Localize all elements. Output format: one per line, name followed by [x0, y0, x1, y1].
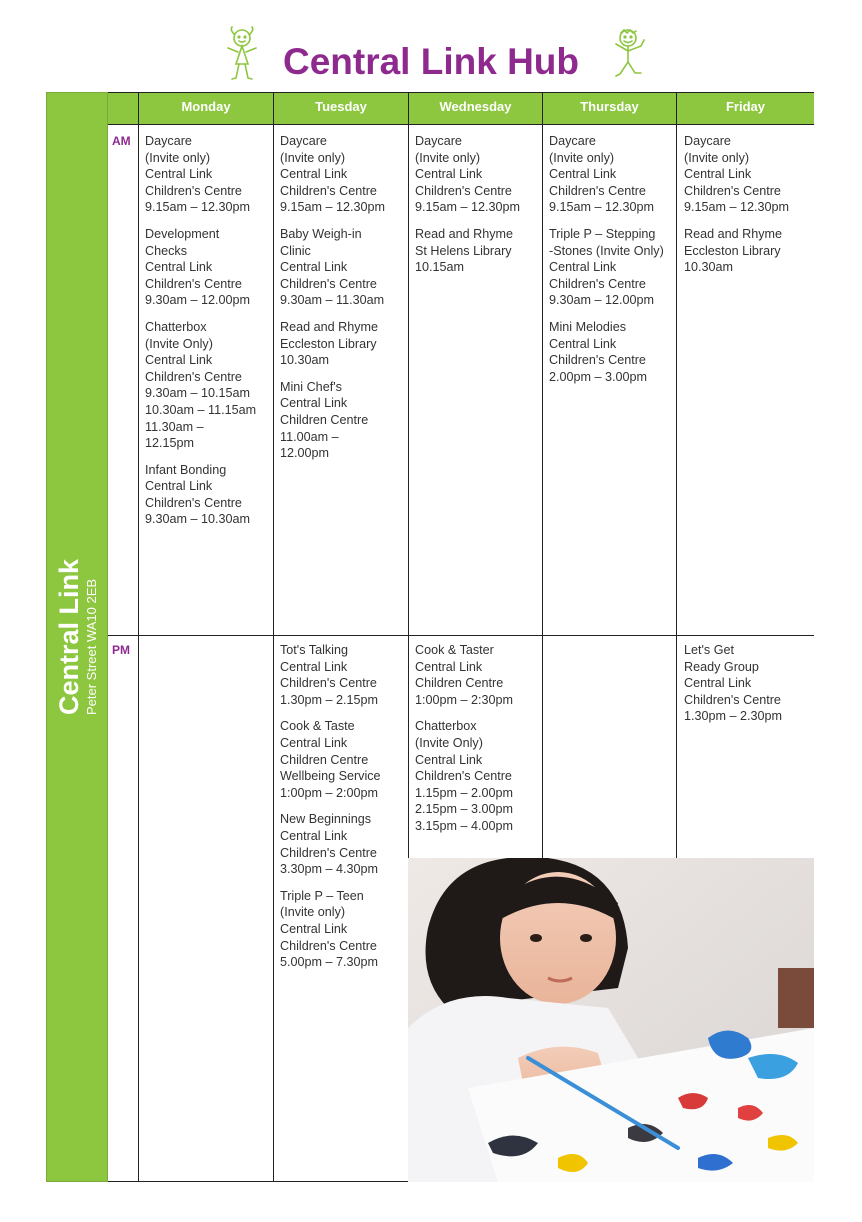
activity-entry: [415, 226, 540, 276]
activity-line: Children's Centre: [145, 276, 242, 291]
activity-line: Central Link: [549, 336, 617, 351]
activity-line: (Invite only): [280, 905, 346, 920]
activity-line: Children's Centre: [280, 845, 377, 860]
activity-line: 10.30am: [280, 353, 330, 368]
activity-line: Children's Centre: [415, 769, 512, 784]
activity-line: Children's Centre: [145, 183, 242, 198]
activity-entry: [280, 133, 406, 216]
activity-entry: [280, 642, 406, 708]
activity-line: (Invite only): [415, 150, 481, 165]
activity-line: Children Centre: [280, 412, 369, 427]
activity-entry: [280, 888, 406, 971]
activity-line: Eccleston Library: [684, 243, 781, 258]
activity-line: 12.15pm: [145, 436, 195, 451]
activity-line: 9.30am – 11.30am: [280, 293, 385, 308]
activity-line: Children's Centre: [280, 276, 377, 291]
location-sidebar: [46, 92, 108, 1182]
activity-entry: [280, 319, 406, 369]
activity-line: 9.30am – 10.15am: [145, 386, 251, 401]
activity-line: Read and Rhyme: [684, 226, 783, 241]
activity-line: Central Link: [549, 260, 617, 275]
activity-line: Daycare: [280, 134, 327, 148]
activity-line: Children Centre: [280, 752, 369, 767]
cell-am-thursday: [549, 133, 675, 395]
activity-line: Central Link: [415, 752, 483, 767]
activity-line: Central Link: [280, 828, 348, 843]
cell-pm-wednesday: [415, 642, 540, 845]
title-row: [0, 20, 862, 92]
activity-line: New Beginnings: [280, 812, 372, 827]
day-header-thursday: Thursday: [543, 92, 676, 124]
activity-line: 9.15am – 12.30pm: [280, 200, 386, 215]
activity-line: 9.15am – 12.30pm: [415, 200, 521, 215]
activity-entry: [145, 462, 271, 528]
grid-line: [273, 92, 274, 1182]
activity-line: Children's Centre: [415, 183, 512, 198]
activity-line: Central Link: [684, 167, 752, 182]
activity-entry: [145, 226, 271, 309]
activity-line: Wellbeing Service: [280, 769, 381, 784]
activity-entry: [280, 226, 406, 309]
activity-line: Checks: [145, 243, 187, 258]
activity-line: 9.15am – 12.30pm: [549, 200, 655, 215]
sidebar-text: [54, 559, 100, 715]
activity-line: Central Link: [280, 260, 348, 275]
activity-entry: [415, 718, 540, 834]
activity-line: Clinic: [280, 243, 311, 258]
activity-line: (Invite Only): [415, 735, 483, 750]
boy-figure-icon: [608, 26, 648, 82]
activity-line: Read and Rhyme: [415, 226, 514, 241]
grid-line: [108, 92, 814, 93]
activity-line: Children Centre: [415, 676, 504, 691]
activity-entry: [684, 642, 810, 725]
activity-line: 1.30pm – 2.15pm: [280, 692, 379, 707]
cell-pm-tuesday: [280, 642, 406, 981]
activity-line: -Stones (Invite Only): [549, 243, 664, 258]
activity-line: Infant Bonding: [145, 462, 227, 477]
activity-line: 9.30am – 12.00pm: [145, 293, 251, 308]
activity-line: Children's Centre: [280, 938, 377, 953]
grid-line: [108, 635, 814, 636]
activity-line: Central Link: [415, 167, 483, 182]
activity-line: (Invite Only): [145, 336, 213, 351]
activity-line: 10.30am: [684, 260, 734, 275]
activity-line: 11.00am –: [280, 429, 339, 444]
activity-line: Chatterbox: [145, 319, 207, 334]
activity-line: Read and Rhyme: [280, 319, 379, 334]
activity-line: Central Link: [280, 167, 348, 182]
day-header-tuesday: Tuesday: [274, 92, 408, 124]
activity-line: 1.30pm – 2.30pm: [684, 709, 783, 724]
cell-am-friday: [684, 133, 810, 286]
activity-entry: [549, 319, 675, 385]
period-label-pm: PM: [112, 643, 130, 657]
activity-line: Children's Centre: [549, 183, 646, 198]
cell-am-wednesday: [415, 133, 540, 286]
activity-line: Central Link: [145, 479, 213, 494]
child-painting-photo: [408, 858, 814, 1182]
activity-line: Central Link: [549, 167, 617, 182]
activity-line: 9.30am – 10.30am: [145, 512, 251, 527]
activity-entry: [684, 133, 810, 216]
activity-line: 12.00pm: [280, 446, 330, 461]
activity-line: Children's Centre: [280, 183, 377, 198]
activity-line: Mini Melodies: [549, 319, 626, 334]
activity-line: Children's Centre: [280, 676, 377, 691]
cell-am-tuesday: [280, 133, 406, 472]
activity-line: 2.15pm – 3.00pm: [415, 802, 514, 817]
activity-line: 9.30am – 12.00pm: [549, 293, 655, 308]
activity-line: Children's Centre: [145, 369, 242, 384]
activity-line: 1:00pm – 2:30pm: [415, 692, 514, 707]
activity-line: Ready Group: [684, 659, 759, 674]
activity-line: 9.15am – 12.30pm: [145, 200, 251, 215]
location-address: Peter Street WA10 2EB: [84, 578, 99, 716]
day-header-wednesday: Wednesday: [409, 92, 542, 124]
timetable-grid: [108, 92, 814, 1182]
location-name: Central Link: [54, 558, 84, 716]
activity-line: Children's Centre: [684, 692, 781, 707]
activity-line: Central Link: [145, 167, 213, 182]
activity-line: Children's Centre: [549, 353, 646, 368]
activity-line: Let's Get: [684, 643, 735, 657]
activity-line: Mini Chef's: [280, 379, 342, 394]
activity-line: 10.15am: [415, 260, 465, 275]
activity-line: Central Link: [145, 353, 213, 368]
activity-line: Baby Weigh-in: [280, 226, 362, 241]
activity-line: Central Link: [145, 260, 213, 275]
activity-line: Cook & Taster: [415, 643, 494, 657]
activity-line: (Invite only): [684, 150, 750, 165]
activity-line: (Invite only): [549, 150, 615, 165]
activity-entry: [280, 718, 406, 801]
cell-pm-friday: [684, 642, 810, 735]
grid-line: [138, 92, 139, 1182]
activity-line: Triple P – Stepping: [549, 226, 656, 241]
activity-line: (Invite only): [145, 150, 211, 165]
activity-entry: [549, 133, 675, 216]
activity-line: St Helens Library: [415, 243, 512, 258]
activity-line: 10.30am – 11.15am: [145, 402, 257, 417]
activity-line: Children's Centre: [549, 276, 646, 291]
activity-line: Chatterbox: [415, 719, 477, 734]
activity-line: Central Link: [280, 921, 348, 936]
activity-line: Cook & Taste: [280, 719, 355, 734]
activity-line: Central Link: [415, 659, 483, 674]
activity-line: 3.15pm – 4.00pm: [415, 818, 514, 833]
activity-line: Eccleston Library: [280, 336, 377, 351]
day-header-monday: Monday: [139, 92, 273, 124]
activity-entry: [145, 319, 271, 452]
activity-line: Daycare: [684, 134, 731, 148]
activity-line: Daycare: [549, 134, 596, 148]
activity-line: Central Link: [684, 676, 752, 691]
activity-line: 9.15am – 12.30pm: [684, 200, 790, 215]
activity-line: Children's Centre: [684, 183, 781, 198]
activity-entry: [684, 226, 810, 276]
activity-entry: [549, 226, 675, 309]
activity-line: Children's Centre: [145, 495, 242, 510]
activity-line: Development: [145, 226, 220, 241]
activity-line: 2.00pm – 3.00pm: [549, 369, 648, 384]
page-title: Central Link Hub: [282, 41, 580, 82]
header-corner: [108, 92, 138, 124]
activity-entry: [280, 811, 406, 877]
activity-line: Daycare: [415, 134, 462, 148]
activity-entry: [145, 133, 271, 216]
day-header-friday: Friday: [677, 92, 814, 124]
activity-entry: [415, 133, 540, 216]
activity-line: Central Link: [280, 396, 348, 411]
activity-entry: [280, 379, 406, 462]
activity-line: Central Link: [280, 735, 348, 750]
cell-am-monday: [145, 133, 271, 538]
activity-entry: [415, 642, 540, 708]
grid-line: [108, 124, 814, 125]
activity-line: 11.30am –: [145, 419, 204, 434]
activity-line: Central Link: [280, 659, 348, 674]
activity-line: 3.30pm – 4.30pm: [280, 862, 379, 877]
activity-line: Tot's Talking: [280, 643, 348, 657]
activity-line: Daycare: [145, 134, 192, 148]
activity-line: 1:00pm – 2:00pm: [280, 785, 379, 800]
activity-line: 1.15pm – 2.00pm: [415, 785, 514, 800]
period-label-am: AM: [112, 134, 131, 148]
activity-line: Triple P – Teen: [280, 888, 364, 903]
activity-line: (Invite only): [280, 150, 346, 165]
activity-line: 5.00pm – 7.30pm: [280, 955, 379, 970]
